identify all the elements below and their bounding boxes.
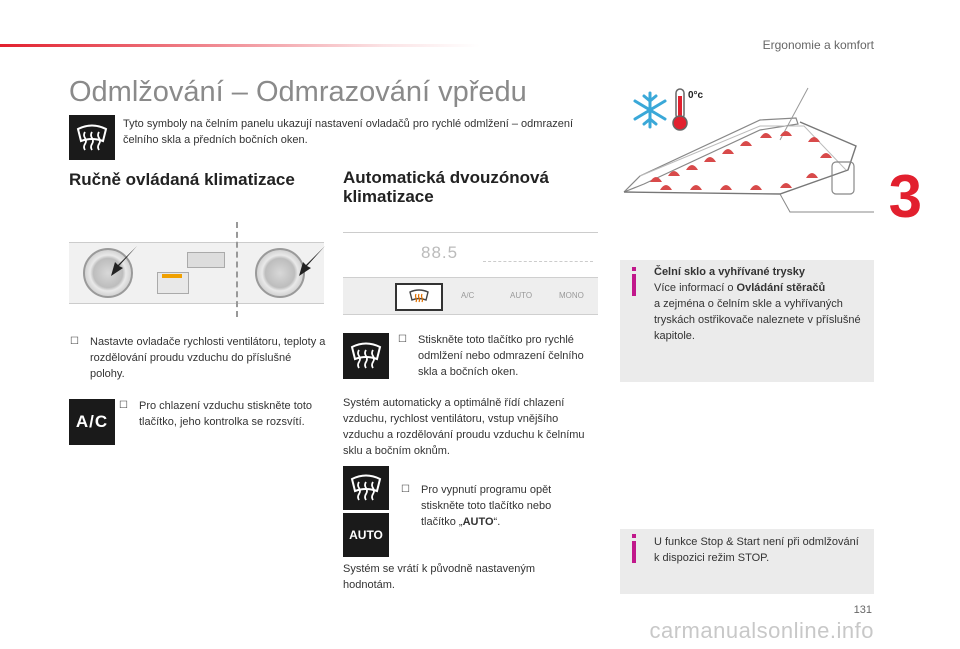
auto-bullet-2-text-post: “. bbox=[493, 516, 501, 528]
defrost-button bbox=[395, 283, 443, 311]
info-icon bbox=[632, 541, 636, 563]
bullet-icon: ☐ bbox=[70, 336, 79, 347]
page-number: 131 bbox=[853, 604, 872, 616]
manual-bullet-2 bbox=[119, 398, 324, 430]
auto-bullet-1-text: Stiskněte toto tlačítko pro rychlé odmlžení nebo odmrazení čelního skla a bočních oken. bbox=[418, 334, 584, 378]
auto-bullet-1 bbox=[398, 332, 598, 380]
manual-bullet-1 bbox=[70, 334, 326, 382]
bullet-icon: ☐ bbox=[398, 334, 407, 345]
page-title: Odmlžování – Odmrazování vpředu bbox=[69, 76, 527, 108]
panel-auto-button: AUTO bbox=[510, 291, 533, 300]
header-accent-bar bbox=[0, 44, 480, 47]
auto-button-icon: AUTO bbox=[343, 513, 389, 557]
info-box-windshield-link: Ovládání stěračů bbox=[736, 282, 826, 294]
panel-ac-button: A/C bbox=[461, 291, 475, 300]
auto-control-panel-illustration bbox=[343, 232, 598, 318]
info-box-windshield-rest: a zejména o čelním skle a vyhřívaných tryskách ostřikovače naleznete v příslušné kapitole. bbox=[654, 298, 861, 342]
auto-heading-line1: Automatická dvouzónová bbox=[343, 168, 549, 187]
info-box-windshield-line1: Více informací o bbox=[654, 282, 737, 294]
chapter-number: 3 bbox=[888, 163, 922, 230]
info-box-stop-start-text: U funkce Stop & Start není při odmlžování k dispozici režim STOP. bbox=[654, 536, 859, 564]
snowflake-icon bbox=[630, 90, 670, 130]
info-box-windshield bbox=[620, 260, 874, 382]
arrow-icon bbox=[297, 244, 327, 278]
info-icon bbox=[632, 274, 636, 296]
auto-paragraph: Systém automaticky a optimálně řídí chlazení vzduchu, rychlost ventilátoru, vstup vnějšího vzduchu a rozdělování proudu vzduchu k čelnímu sklu a bočním oknům. bbox=[343, 397, 585, 457]
manual-bullet-1-text: Nastavte ovladače rychlosti ventilátoru, teploty a rozdělování proudu vzduchu do příslušné polohy. bbox=[90, 336, 326, 380]
panel-divider bbox=[236, 222, 238, 317]
manual-bullet-2-text: Pro chlazení vzduchu stiskněte toto tlačítko, jeho kontrolka se rozsvítí. bbox=[139, 400, 313, 428]
ac-button-icon: A/C bbox=[69, 399, 115, 445]
arrow-icon bbox=[109, 244, 139, 278]
bullet-icon: ☐ bbox=[401, 484, 410, 495]
panel-mono-button: MONO bbox=[559, 291, 584, 300]
chapter-title: Ergonomie a komfort bbox=[762, 38, 874, 52]
auto-heading-line2: klimatizace bbox=[343, 187, 434, 206]
panel-display-icons bbox=[483, 247, 593, 262]
auto-bullet-2-text-bold: AUTO bbox=[462, 516, 494, 528]
watermark: carmanualsonline.info bbox=[649, 618, 874, 643]
bullet-icon: ☐ bbox=[119, 400, 128, 411]
windshield-defrost-icon bbox=[408, 289, 430, 305]
panel-display: 88.5 bbox=[421, 243, 459, 262]
windshield-defrost-icon bbox=[69, 115, 115, 160]
manual-heading: Ručně ovládaná klimatizace bbox=[69, 170, 295, 189]
indicator-light bbox=[162, 274, 182, 278]
panel-button-top bbox=[187, 252, 225, 268]
intro-text: Tyto symboly na čelním panelu ukazují nastavení ovladačů pro rychlé odmlžení – odmrazení čelního skla a předních bočních oken. bbox=[123, 118, 574, 146]
info-box-windshield-title: Čelní sklo a vyhřívané trysky bbox=[654, 266, 806, 278]
auto-bullet-2 bbox=[401, 482, 571, 530]
temperature-label: 0°c bbox=[688, 90, 704, 101]
manual-control-panel-illustration bbox=[69, 222, 324, 317]
auto-bullet-2-text-pre: Pro vypnutí programu opět stiskněte toto tlačítko nebo tlačítko „ bbox=[421, 484, 552, 528]
windshield-defrost-icon bbox=[343, 333, 389, 379]
auto-closing: Systém se vrátí k původně nastaveným hodnotám. bbox=[343, 563, 535, 591]
windshield-defrost-icon bbox=[343, 466, 389, 510]
info-box-windshield-text bbox=[654, 264, 866, 344]
info-box-stop-start bbox=[620, 529, 874, 594]
windshield-illustration bbox=[620, 86, 874, 248]
auto-heading bbox=[343, 168, 549, 206]
